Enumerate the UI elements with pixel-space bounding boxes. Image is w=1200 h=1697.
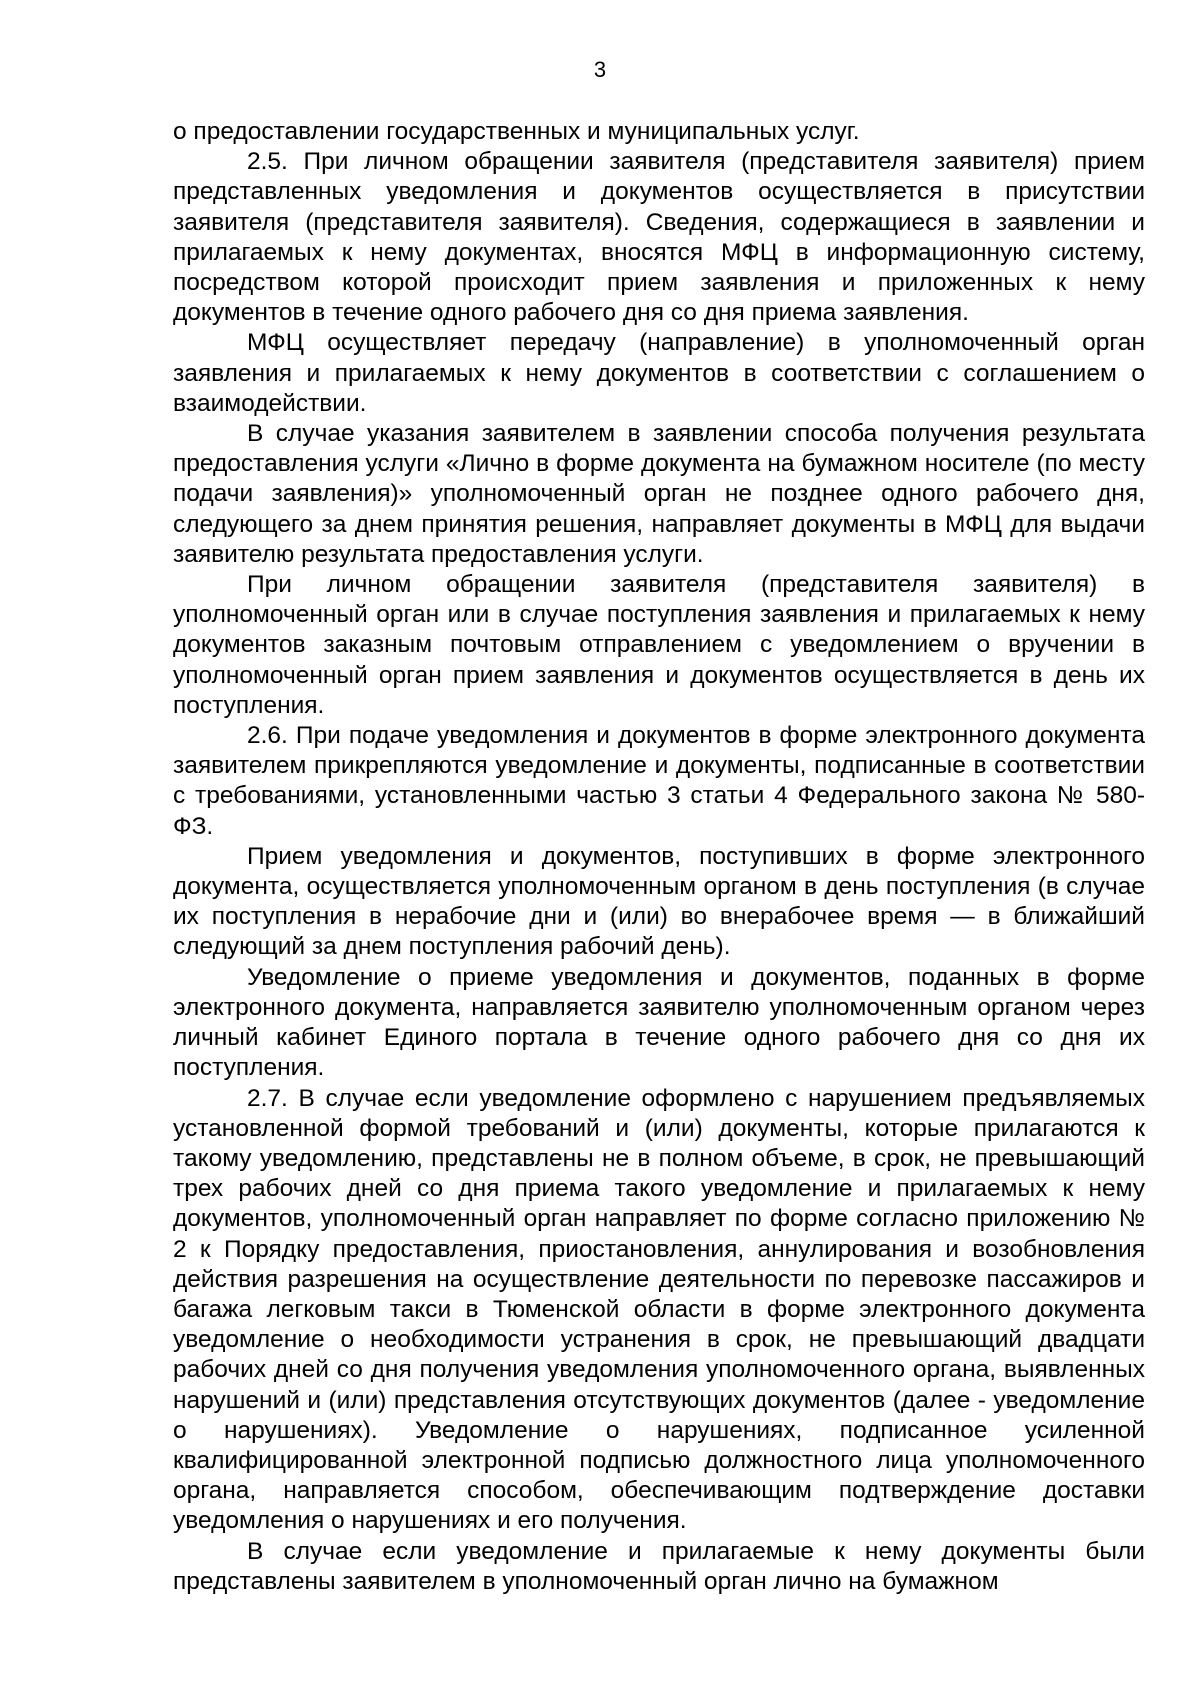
document-body (173, 117, 1145, 1597)
paragraph-2-5: 2.5. При личном обращении заявителя (представителя заявителя) прием представленных уведомления и документов осуществляется в присутствии заявителя (представителя заявителя). Сведения, содержащиеся в заявлении и прилагаемых к нему документах, вносятся МФЦ в информационную систему, посредством которой происходит прием заявления и приложенных к нему документов в течение одного рабочего дня со дня приема заявления. (173, 148, 1145, 327)
paragraph-2-6: 2.6. При подаче уведомления и документов в форме электронного документа заявителем прикрепляются уведомление и документы, подписанные в соответствии с требованиями, установленными частью 3 статьи 4 Федерального закона № 580-ФЗ. (173, 722, 1145, 840)
paragraph-continuation: о предоставлении государственных и муниципальных услуг. (173, 118, 860, 145)
page-number: 3 (593, 57, 607, 82)
paragraph-personal-appeal: При личном обращении заявителя (представителя заявителя) в уполномоченный орган или в случае поступления заявления и прилагаемых к нему документов заказным почтовым отправлением с уведомлением о вручении в уполномоченный орган прием заявления и документов осуществляется в день их поступления. (173, 571, 1145, 719)
paragraph-2-7: 2.7. В случае если уведомление оформлено с нарушением предъявляемых установленной формой требований и (или) документы, которые прилагаются к такому уведомлению, представлены не в полном объеме, в срок, не превышающий трех рабочих дней со дня приема такого уведомление и прилагаемых к нему документов, уполномоченный орган направляет по форме согласно приложению № 2 к Порядку предоставления, приостановления, аннулирования и возобновления действия разрешения на осуществление деятельности по перевозке пассажиров и багажа легковым такси в Тюменской области в форме электронного документа уведомление о необходимости устранения в срок, не превышающий двадцати рабочих дней со дня получения уведомления уполномоченного органа, выявленных нарушений и (или) представления отсутствующих документов (далее - уведомление о нарушениях). Уведомление о нарушениях, подписанное усиленной квалифицированной электронной подписью должностного лица уполномоченного органа, направляется способом, обеспечивающим подтверждение доставки уведомления о нарушениях и его получения. (173, 1084, 1145, 1535)
paragraph-result-method: В случае указания заявителем в заявлении способа получения результата предоставления услуги «Лично в форме документа на бумажном носителе (по месту подачи заявления)» уполномоченный орган не позднее одного рабочего дня, следующего за днем принятия решения, направляет документы в МФЦ для выдачи заявителю результата предоставления услуги. (173, 420, 1145, 568)
paragraph-paper-submission: В случае если уведомление и прилагаемые к нему документы были представлены заявителем в уполномоченный орган лично на бумажном (173, 1537, 1145, 1595)
paragraph-electronic-receipt: Прием уведомления и документов, поступивших в форме электронного документа, осуществляется уполномоченным органом в день поступления (в случае их поступления в нерабочие дни и (или) во внерабочее время — в ближайший следующий за днем поступления рабочий день). (173, 842, 1145, 961)
paragraph-mfc-transfer: МФЦ осуществляет передачу (направление) в уполномоченный орган заявления и прилагаемых к нему документов в соответствии с соглашением о взаимодействии. (173, 329, 1145, 417)
paragraph-receipt-notice: Уведомление о приеме уведомления и документов, поданных в форме электронного документа, направляется заявителю уполномоченным органом через личный кабинет Единого портала в течение одного рабочего дня со дня их поступления. (173, 963, 1145, 1082)
